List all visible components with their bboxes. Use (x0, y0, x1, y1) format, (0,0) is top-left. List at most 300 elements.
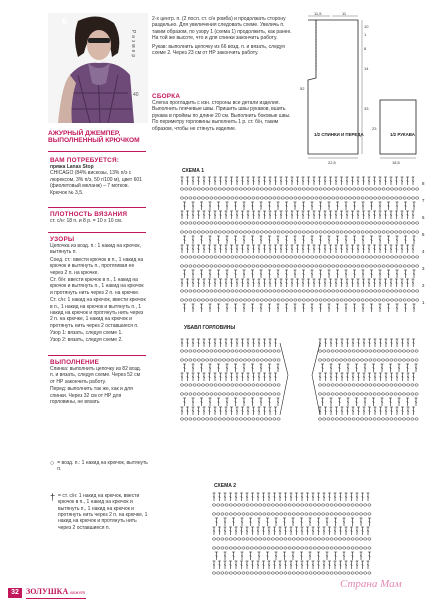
chain-stitch (243, 350, 246, 352)
execution-heading: ВЫПОЛНЕНИЕ (50, 359, 100, 366)
chain-stitch (323, 265, 326, 267)
chain-stitch (280, 504, 283, 506)
chain-stitch (352, 350, 355, 352)
chain-stitch (319, 265, 322, 267)
chain-stitch (294, 299, 297, 301)
chain-stitch (252, 393, 255, 395)
chain-stitch (210, 350, 213, 352)
chain-stitch (407, 393, 410, 395)
chain-stitch (365, 359, 368, 361)
chain-stitch (296, 572, 299, 574)
chain-stitch (301, 513, 304, 515)
chain-stitch (332, 265, 335, 267)
chain-stitch (256, 290, 259, 292)
chain-stitch (201, 350, 204, 352)
chain-stitch (267, 547, 270, 549)
chain-stitch (242, 572, 245, 574)
chain-stitch (411, 418, 414, 420)
chain-stitch (360, 350, 363, 352)
chain-stitch (235, 222, 238, 224)
model-title-line1: АЖУРНЫЙ ДЖЕМПЕР, (48, 130, 121, 137)
row-number: 1 (422, 300, 425, 305)
chain-stitch (322, 547, 325, 549)
chain-stitch (277, 384, 280, 386)
chain-stitch (294, 256, 297, 258)
chain-stitch (353, 265, 356, 267)
chain-stitch (271, 504, 274, 506)
chain-stitch (334, 547, 337, 549)
chain-stitch (319, 222, 322, 224)
chain-stitch (269, 359, 272, 361)
chain-stitch (271, 513, 274, 515)
chain-stitch (277, 299, 280, 301)
chain-stitch (298, 290, 301, 292)
chain-stitch (210, 231, 213, 233)
chain-stitch (222, 384, 225, 386)
chain-stitch (347, 572, 350, 574)
chain-stitch (369, 290, 372, 292)
chain-stitch (407, 256, 410, 258)
chain-stitch (210, 290, 213, 292)
chain-stitch (248, 222, 251, 224)
chain-stitch (317, 504, 320, 506)
separator (48, 207, 146, 208)
chain-stitch (254, 538, 257, 540)
chain-stitch (264, 418, 267, 420)
chain-stitch (306, 265, 309, 267)
chain-stitch (381, 418, 384, 420)
chain-stitch (357, 222, 360, 224)
chain-stitch (242, 513, 245, 515)
chain-stitch (344, 265, 347, 267)
chain-stitch (386, 418, 389, 420)
chain-stitch (306, 299, 309, 301)
chain-stitch (331, 393, 334, 395)
chain-stitch (256, 384, 259, 386)
chain-stitch (365, 350, 368, 352)
chain-stitch (351, 547, 354, 549)
chain-stitch (246, 547, 249, 549)
chain-stitch (411, 299, 414, 301)
chain-stitch (390, 350, 393, 352)
chain-stitch (365, 256, 368, 258)
chain-stitch (386, 290, 389, 292)
chain-stitch (356, 359, 359, 361)
chain-stitch (221, 513, 224, 515)
chain-stitch (281, 299, 284, 301)
chain-stitch (403, 197, 406, 199)
chain-stitch (302, 290, 305, 292)
chain-stitch (222, 299, 225, 301)
chain-stitch (256, 222, 259, 224)
assembly-heading: СБОРКА (152, 93, 181, 100)
chain-stitch (214, 393, 217, 395)
chain-stitch (235, 299, 238, 301)
chain-stitch (264, 299, 267, 301)
chain-stitch (210, 418, 213, 420)
chain-stitch (222, 222, 225, 224)
chain-stitch (386, 299, 389, 301)
chain-stitch (364, 572, 367, 574)
chain-stitch (256, 265, 259, 267)
chain-stitch (288, 504, 291, 506)
chain-stitch (193, 393, 196, 395)
chain-stitch (373, 359, 376, 361)
chain-stitch (180, 290, 183, 292)
chain-stitch (416, 299, 419, 301)
chain-stitch (365, 188, 368, 190)
chain-stitch (318, 384, 321, 386)
chain-stitch (336, 290, 339, 292)
chain-stitch (416, 256, 419, 258)
chain-stitch-icon: ○ (50, 460, 55, 467)
chain-stitch (280, 547, 283, 549)
chain-stitch (238, 572, 241, 574)
chain-stitch (369, 265, 372, 267)
patterns-section (50, 236, 146, 343)
chain-stitch (378, 197, 381, 199)
chain-stitch (335, 418, 338, 420)
chain-stitch (260, 231, 263, 233)
chain-stitch (395, 290, 398, 292)
chain-stitch (327, 265, 330, 267)
chain-stitch (305, 538, 308, 540)
chain-stitch (231, 197, 234, 199)
chain-stitch (246, 513, 249, 515)
chain-stitch (233, 504, 236, 506)
chain-stitch (416, 265, 419, 267)
chain-stitch (390, 256, 393, 258)
chain-stitch (368, 572, 371, 574)
chain-stitch (306, 290, 309, 292)
chain-stitch (292, 513, 295, 515)
chain-stitch (313, 547, 316, 549)
chain-stitch (260, 418, 263, 420)
chain-stitch (403, 256, 406, 258)
chain-stitch (290, 265, 293, 267)
chain-stitch (390, 299, 393, 301)
chain-stitch (239, 222, 242, 224)
legend-text: = возд. п.: 1 накид на крючок, вытянуть п. (57, 460, 148, 473)
chain-stitch (319, 197, 322, 199)
chain-stitch (285, 290, 288, 292)
chain-stitch (327, 418, 330, 420)
chain-stitch (351, 513, 354, 515)
chain-stitch (305, 504, 308, 506)
chain-stitch (327, 350, 330, 352)
chain-stitch (301, 547, 304, 549)
chain-stitch (323, 231, 326, 233)
chain-stitch (294, 265, 297, 267)
chain-stitch (263, 547, 266, 549)
chain-stitch (344, 299, 347, 301)
chain-stitch (378, 265, 381, 267)
chain-stitch (235, 197, 238, 199)
chain-stitch (294, 197, 297, 199)
chain-stitch (285, 188, 288, 190)
chain-stitch (352, 393, 355, 395)
chain-stitch (197, 290, 200, 292)
chain-stitch (252, 359, 255, 361)
chain-stitch (348, 350, 351, 352)
chain-stitch (233, 538, 236, 540)
chain-stitch (227, 256, 230, 258)
chain-stitch (269, 350, 272, 352)
chain-stitch (222, 359, 225, 361)
row-number: 2 (422, 283, 425, 288)
chain-stitch (210, 359, 213, 361)
chain-stitch (340, 197, 343, 199)
chain-stitch (227, 393, 230, 395)
chain-stitch (197, 359, 200, 361)
chain-stitch (360, 384, 363, 386)
chain-stitch (386, 231, 389, 233)
chain-stitch (302, 188, 305, 190)
chain-stitch (386, 222, 389, 224)
chain-stitch (322, 538, 325, 540)
chain-stitch (407, 231, 410, 233)
chain-stitch (284, 504, 287, 506)
chain-stitch (338, 547, 341, 549)
chain-stitch (250, 513, 253, 515)
chain-stitch (399, 197, 402, 199)
chain-stitch (336, 222, 339, 224)
chain-stitch (193, 265, 196, 267)
chain-stitch (273, 350, 276, 352)
chain-stitch (386, 350, 389, 352)
chain-stitch (344, 393, 347, 395)
chain-stitch (212, 538, 215, 540)
chain-stitch (386, 265, 389, 267)
chain-stitch (243, 188, 246, 190)
chain-stitch (386, 256, 389, 258)
chain-stitch (369, 418, 372, 420)
chain-stitch (369, 256, 372, 258)
magazine-name (26, 587, 85, 596)
chain-stitch (214, 359, 217, 361)
chain-stitch (352, 418, 355, 420)
chain-stitch (411, 384, 414, 386)
chain-stitch (225, 547, 228, 549)
chain-stitch (277, 231, 280, 233)
chain-stitch (415, 418, 418, 420)
chain-stitch (250, 504, 253, 506)
chain-stitch (336, 256, 339, 258)
chain-stitch (264, 188, 267, 190)
chain-stitch (395, 256, 398, 258)
chain-stitch (239, 290, 242, 292)
chain-stitch (395, 222, 398, 224)
chain-stitch (357, 256, 360, 258)
chain-stitch (407, 384, 410, 386)
chain-stitch (327, 231, 330, 233)
chain-stitch (263, 538, 266, 540)
sleeve-outline (380, 100, 416, 154)
chain-stitch (415, 350, 418, 352)
chain-stitch (407, 350, 410, 352)
chain-stitch (348, 418, 351, 420)
chain-stitch (292, 504, 295, 506)
chain-stitch (326, 504, 329, 506)
chain-stitch (340, 299, 343, 301)
chain-stitch (214, 299, 217, 301)
chain-stitch (343, 572, 346, 574)
chain-stitch (285, 222, 288, 224)
chain-stitch (260, 256, 263, 258)
chain-stitch (315, 188, 318, 190)
chain-stitch (313, 538, 316, 540)
chain-stitch (315, 256, 318, 258)
chain-stitch (189, 256, 192, 258)
chain-stitch (231, 350, 234, 352)
chain-stitch (280, 572, 283, 574)
chain-stitch (275, 513, 278, 515)
chain-stitch (221, 538, 224, 540)
chain-stitch (269, 290, 272, 292)
chain-stitch (222, 231, 225, 233)
chain-stitch (281, 231, 284, 233)
chain-stitch (323, 256, 326, 258)
chain-stitch (394, 384, 397, 386)
chain-stitch (193, 418, 196, 420)
chain-stitch (298, 197, 301, 199)
assembly-section (152, 93, 296, 132)
chain-stitch (351, 572, 354, 574)
chain-stitch (231, 359, 234, 361)
chain-stitch (359, 547, 362, 549)
legend-item (50, 460, 150, 473)
chain-stitch (248, 393, 251, 395)
chain-stitch (377, 350, 380, 352)
chain-stitch (373, 393, 376, 395)
chain-stitch (277, 418, 280, 420)
chain-stitch (246, 538, 249, 540)
chain-stitch (254, 547, 257, 549)
chain-stitch (218, 256, 221, 258)
neck-chart-grid (180, 339, 418, 420)
chain-stitch (231, 290, 234, 292)
chain-stitch (318, 393, 321, 395)
row-number: 7 (422, 198, 425, 203)
chain-stitch (344, 231, 347, 233)
chain-stitch (256, 197, 259, 199)
chain-stitch (378, 290, 381, 292)
chain-stitch (336, 188, 339, 190)
chain-stitch (185, 231, 188, 233)
chain-stitch (374, 265, 377, 267)
chain-stitch (347, 504, 350, 506)
chain-stitch (248, 188, 251, 190)
chain-stitch (227, 299, 230, 301)
chain-stitch (381, 359, 384, 361)
chain-stitch (365, 393, 368, 395)
chain-stitch (369, 350, 372, 352)
chain-stitch (243, 299, 246, 301)
chain-stitch (374, 188, 377, 190)
chain-stitch (254, 513, 257, 515)
chain-stitch (201, 299, 204, 301)
chain-stitch (239, 231, 242, 233)
chain-stitch (271, 538, 274, 540)
chain-stitch (256, 231, 259, 233)
materials-heading: ВАМ ПОТРЕБУЕТСЯ: (50, 157, 120, 164)
patterns-heading: УЗОРЫ (50, 236, 75, 243)
chain-stitch (327, 197, 330, 199)
chain-stitch (229, 572, 232, 574)
chain-stitch (336, 197, 339, 199)
chain-stitch (394, 418, 397, 420)
dim-width: 22,5 (328, 160, 336, 165)
chain-stitch (214, 256, 217, 258)
chain-stitch (277, 197, 280, 199)
chain-stitch (193, 350, 196, 352)
chain-stitch (231, 188, 234, 190)
chain-stitch (315, 265, 318, 267)
chain-stitch (277, 188, 280, 190)
chain-stitch (360, 418, 363, 420)
chain-stitch (361, 188, 364, 190)
pattern-item: Узор 1: вязать, следуя схеме 1. (50, 330, 123, 337)
chain-stitch (360, 359, 363, 361)
row-number: 5 (422, 232, 425, 237)
chain-stitch (214, 231, 217, 233)
neck-decrease-line (280, 343, 320, 415)
chain-stitch (399, 231, 402, 233)
chain-stitch (197, 231, 200, 233)
chain-stitch (250, 538, 253, 540)
chain-stitch (352, 359, 355, 361)
chain-stitch (378, 188, 381, 190)
chain-stitch (327, 384, 330, 386)
chain-stitch (407, 418, 410, 420)
chain-stitch (235, 393, 238, 395)
chain-stitch (334, 513, 337, 515)
execution-section (50, 359, 146, 405)
chain-stitch (415, 384, 418, 386)
chain-stitch (374, 197, 377, 199)
chain-stitch (256, 299, 259, 301)
chain-stitch (229, 547, 232, 549)
chart2-grid (212, 493, 371, 574)
chain-stitch (252, 222, 255, 224)
chain-stitch (201, 197, 204, 199)
chain-stitch (323, 418, 326, 420)
chain-stitch (390, 359, 393, 361)
chain-stitch (189, 350, 192, 352)
chain-stitch (277, 256, 280, 258)
chain-stitch (332, 222, 335, 224)
chain-stitch (180, 265, 183, 267)
chain-stitch (193, 231, 196, 233)
chain-stitch (210, 188, 213, 190)
chain-stitch (378, 222, 381, 224)
chain-stitch (185, 393, 188, 395)
chain-stitch (290, 197, 293, 199)
pattern-item: Ст. с/н: 1 накид на крючок, ввести крючок в п., 1 накид на крючок и вытянуть п., 1 накид на крючок и протянуть нить через 2 п. на крючке, 1 накид на крючок и протянуть нить через 2 оставшиеся п. (50, 297, 146, 329)
chain-stitch (386, 393, 389, 395)
chain-stitch (269, 393, 272, 395)
chain-stitch (275, 538, 278, 540)
chain-stitch (398, 393, 401, 395)
chain-stitch (214, 197, 217, 199)
chain-stitch (201, 222, 204, 224)
chain-stitch (210, 265, 213, 267)
chain-stitch (322, 504, 325, 506)
chain-stitch (218, 418, 221, 420)
chain-stitch (206, 256, 209, 258)
chain-stitch (275, 572, 278, 574)
garment-schematic (300, 10, 420, 165)
